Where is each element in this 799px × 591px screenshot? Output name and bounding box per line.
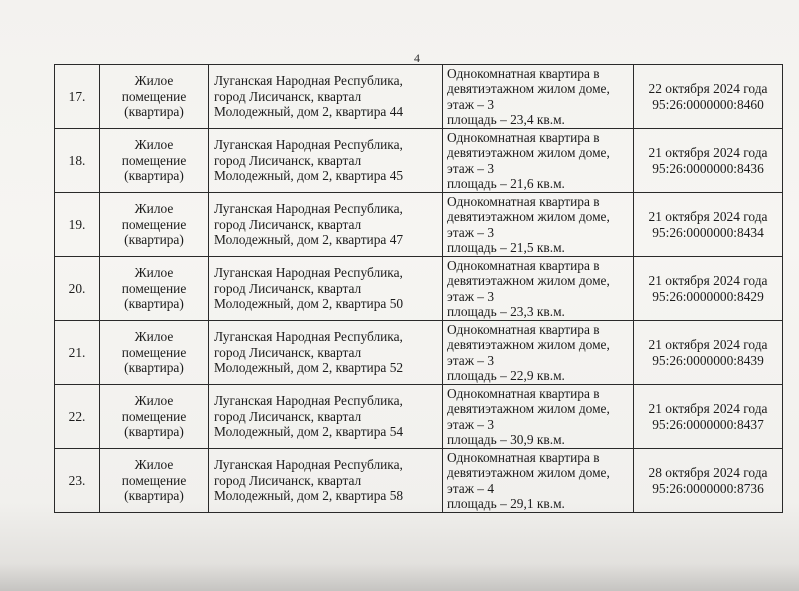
registration-date: 21 октября 2024 года	[648, 273, 768, 289]
registration-date: 21 октября 2024 года	[648, 401, 768, 417]
property-type-line: помещение	[121, 88, 187, 104]
property-address	[209, 449, 443, 513]
property-type-line: Жилое	[134, 201, 174, 217]
address-line: город Лисичанск, квартал	[214, 88, 362, 104]
description-line: этаж – 3	[447, 96, 495, 112]
description-line: девятиэтажном жилом доме,	[447, 401, 610, 417]
description-line: этаж – 3	[447, 288, 495, 304]
description-line: девятиэтажном жилом доме,	[447, 145, 610, 161]
property-address	[209, 129, 443, 193]
property-type-line: помещение	[121, 344, 187, 360]
address-line: город Лисичанск, квартал	[214, 152, 362, 168]
property-table-body	[55, 65, 783, 513]
registration-date: 21 октября 2024 года	[648, 209, 768, 225]
row-number: 18.	[55, 129, 100, 193]
description-line: площадь – 22,9 кв.м.	[447, 368, 565, 384]
description-line: Однокомнатная квартира в	[447, 258, 600, 273]
property-type	[100, 65, 209, 129]
property-type-line: Жилое	[134, 457, 174, 473]
address-line: Луганская Народная Республика,	[214, 73, 403, 89]
property-type-line: помещение	[121, 472, 187, 488]
address-line: город Лисичанск, квартал	[214, 280, 362, 296]
property-description	[443, 385, 634, 449]
property-type-line: (квартира)	[124, 488, 184, 504]
description-line: девятиэтажном жилом доме,	[447, 81, 610, 97]
description-line: Однокомнатная квартира в	[447, 66, 600, 81]
property-type-line: Жилое	[134, 73, 174, 89]
description-line: Однокомнатная квартира в	[447, 130, 600, 145]
address-line: Молодежный, дом 2, квартира 52	[214, 360, 404, 376]
description-line: площадь – 29,1 кв.м.	[447, 496, 565, 512]
registration-info	[634, 65, 783, 129]
property-type-line: Жилое	[134, 393, 174, 409]
address-line: город Лисичанск, квартал	[214, 408, 362, 424]
property-type-line: помещение	[121, 280, 187, 296]
registration-date: 21 октября 2024 года	[648, 145, 768, 161]
cadastral-number: 95:26:0000000:8439	[652, 352, 764, 368]
property-address	[209, 321, 443, 385]
address-line: город Лисичанск, квартал	[214, 472, 362, 488]
address-line: Луганская Народная Республика,	[214, 265, 403, 281]
property-description	[443, 321, 634, 385]
address-line: Луганская Народная Республика,	[214, 329, 403, 345]
property-address	[209, 65, 443, 129]
registration-info	[634, 193, 783, 257]
property-type-line: Жилое	[134, 265, 174, 281]
property-description	[443, 257, 634, 321]
property-type-line: помещение	[121, 152, 187, 168]
registration-date: 22 октября 2024 года	[648, 81, 768, 97]
property-description	[443, 449, 634, 513]
cadastral-number: 95:26:0000000:8436	[652, 160, 764, 176]
cadastral-number: 95:26:0000000:8429	[652, 288, 764, 304]
description-line: Однокомнатная квартира в	[447, 194, 600, 209]
property-type-line: Жилое	[134, 329, 174, 345]
property-type	[100, 321, 209, 385]
address-line: Луганская Народная Республика,	[214, 201, 403, 217]
registration-date: 28 октября 2024 года	[648, 465, 768, 481]
cadastral-number: 95:26:0000000:8460	[652, 96, 764, 112]
description-line: девятиэтажном жилом доме,	[447, 337, 610, 353]
row-number: 17.	[55, 65, 100, 129]
description-line: девятиэтажном жилом доме,	[447, 209, 610, 225]
registration-date: 21 октября 2024 года	[648, 337, 768, 353]
property-type	[100, 129, 209, 193]
property-type-line: Жилое	[134, 137, 174, 153]
cadastral-number: 95:26:0000000:8736	[652, 480, 764, 496]
address-line: Молодежный, дом 2, квартира 50	[214, 296, 404, 312]
registration-info	[634, 129, 783, 193]
table-row	[55, 385, 783, 449]
table-row	[55, 193, 783, 257]
description-line: этаж – 3	[447, 352, 495, 368]
description-line: этаж – 4	[447, 480, 495, 496]
row-number: 20.	[55, 257, 100, 321]
table-row	[55, 129, 783, 193]
property-table	[54, 64, 783, 513]
description-line: этаж – 3	[447, 160, 495, 176]
address-line: Луганская Народная Республика,	[214, 137, 403, 153]
page-number: 4	[414, 51, 420, 65]
property-type	[100, 449, 209, 513]
description-line: Однокомнатная квартира в	[447, 322, 600, 337]
address-line: город Лисичанск, квартал	[214, 344, 362, 360]
property-address	[209, 257, 443, 321]
row-number: 23.	[55, 449, 100, 513]
table-row	[55, 65, 783, 129]
registration-info	[634, 385, 783, 449]
registration-info	[634, 449, 783, 513]
property-type-line: (квартира)	[124, 424, 184, 440]
address-line: город Лисичанск, квартал	[214, 216, 362, 232]
property-type	[100, 193, 209, 257]
description-line: Однокомнатная квартира в	[447, 450, 600, 465]
property-type-line: (квартира)	[124, 296, 184, 312]
description-line: площадь – 21,6 кв.м.	[447, 176, 565, 192]
property-type-line: (квартира)	[124, 168, 184, 184]
property-type	[100, 257, 209, 321]
property-description	[443, 129, 634, 193]
address-line: Молодежный, дом 2, квартира 47	[214, 232, 404, 248]
row-number: 19.	[55, 193, 100, 257]
row-number: 21.	[55, 321, 100, 385]
description-line: этаж – 3	[447, 224, 495, 240]
property-type-line: (квартира)	[124, 232, 184, 248]
table-row	[55, 449, 783, 513]
address-line: Молодежный, дом 2, квартира 45	[214, 168, 404, 184]
registration-info	[634, 257, 783, 321]
address-line: Луганская Народная Республика,	[214, 393, 403, 409]
cadastral-number: 95:26:0000000:8437	[652, 416, 764, 432]
property-address	[209, 385, 443, 449]
description-line: девятиэтажном жилом доме,	[447, 465, 610, 481]
description-line: этаж – 3	[447, 416, 495, 432]
address-line: Молодежный, дом 2, квартира 58	[214, 488, 404, 504]
property-type-line: помещение	[121, 216, 187, 232]
property-type-line: (квартира)	[124, 360, 184, 376]
description-line: площадь – 23,4 кв.м.	[447, 112, 565, 128]
description-line: Однокомнатная квартира в	[447, 386, 600, 401]
table-row	[55, 257, 783, 321]
property-type-line: помещение	[121, 408, 187, 424]
cadastral-number: 95:26:0000000:8434	[652, 224, 764, 240]
property-description	[443, 65, 634, 129]
property-type	[100, 385, 209, 449]
registration-info	[634, 321, 783, 385]
description-line: девятиэтажном жилом доме,	[447, 273, 610, 289]
description-line: площадь – 30,9 кв.м.	[447, 432, 565, 448]
address-line: Луганская Народная Республика,	[214, 457, 403, 473]
description-line: площадь – 21,5 кв.м.	[447, 240, 565, 256]
table-row	[55, 321, 783, 385]
row-number: 22.	[55, 385, 100, 449]
address-line: Молодежный, дом 2, квартира 44	[214, 104, 404, 120]
description-line: площадь – 23,3 кв.м.	[447, 304, 565, 320]
property-type-line: (квартира)	[124, 104, 184, 120]
property-address	[209, 193, 443, 257]
page-shadow	[0, 563, 799, 591]
address-line: Молодежный, дом 2, квартира 54	[214, 424, 404, 440]
property-description	[443, 193, 634, 257]
